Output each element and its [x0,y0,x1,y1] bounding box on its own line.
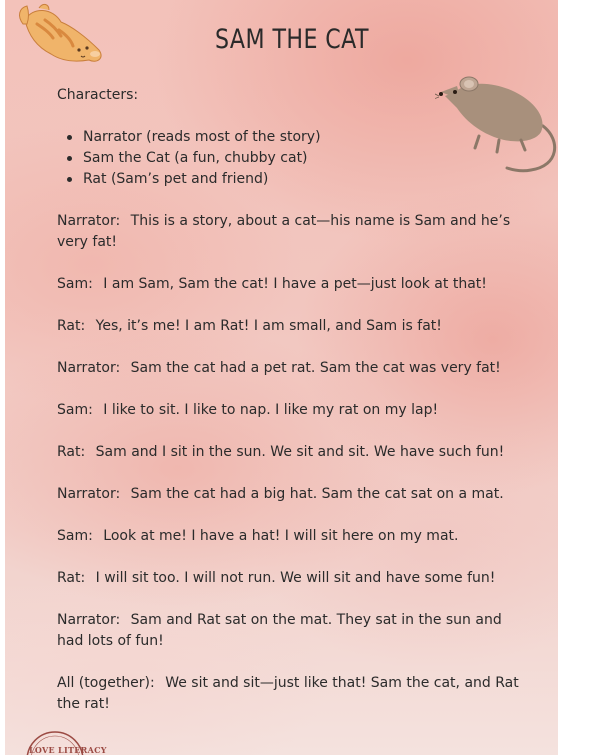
page-margin [558,0,579,755]
speaker-label: Narrator: [57,213,121,229]
bullet-icon [67,156,72,161]
speaker-label: Rat: [57,444,86,460]
dialogue-line [57,400,527,421]
speaker-label: Sam: [57,276,93,292]
line-text: Sam the cat had a big hat. Sam the cat sat on a mat. [130,486,504,502]
speaker-label: Narrator: [57,612,121,628]
dialogue-line [57,610,527,652]
line-text: I will sit too. I will not run. We will sit and have some fun! [95,570,496,586]
line-text: I like to sit. I like to nap. I like my rat on my lap! [103,402,439,418]
line-text: I am Sam, Sam the cat! I have a pet—just look at that! [103,276,487,292]
dialogue-line [57,316,527,337]
speaker-label: Sam: [57,528,93,544]
dialogue-line [57,274,527,295]
page-title: SAM THE CAT [215,24,369,55]
line-text: This is a story, about a cat—his name is Sam and he’s very fat! [57,213,511,250]
line-text: Sam the cat had a pet rat. Sam the cat was very fat! [130,360,501,376]
bullet-icon [67,177,72,182]
dialogue-line [57,526,527,547]
speaker-label: Rat: [57,570,86,586]
logo-text: LOVE LITERACY [29,745,107,755]
speaker-label: Sam: [57,402,93,418]
line-text: Sam and I sit in the sun. We sit and sit. We have such fun! [95,444,505,460]
line-text: Yes, it’s me! I am Rat! I am small, and Sam is fat! [95,318,442,334]
story-text [57,85,527,736]
line-text: Look at me! I have a hat! I will sit here on my mat. [103,528,459,544]
dialogue-line [57,211,527,253]
list-item: Sam the Cat (a fun, chubby cat) [83,148,527,169]
dialogue-line [57,484,527,505]
dialogue-line [57,442,527,463]
speaker-label: Rat: [57,318,86,334]
dialogue-line [57,358,527,379]
line-text: Sam and Rat sat on the mat. They sat in the sun and had lots of fun! [57,612,502,649]
worksheet-page [5,0,579,755]
speaker-label: Narrator: [57,360,121,376]
dialogue-line [57,568,527,589]
dialogue-line [57,673,527,715]
bullet-icon [67,135,72,140]
list-item: Rat (Sam’s pet and friend) [83,169,527,190]
line-text: We sit and sit—just like that! Sam the cat, and Rat the rat! [57,675,519,712]
speaker-label: All (together): [57,675,155,691]
character-list [57,127,527,190]
list-item: Narrator (reads most of the story) [83,127,527,148]
speaker-label: Narrator: [57,486,121,502]
characters-heading: Characters: [57,87,139,103]
